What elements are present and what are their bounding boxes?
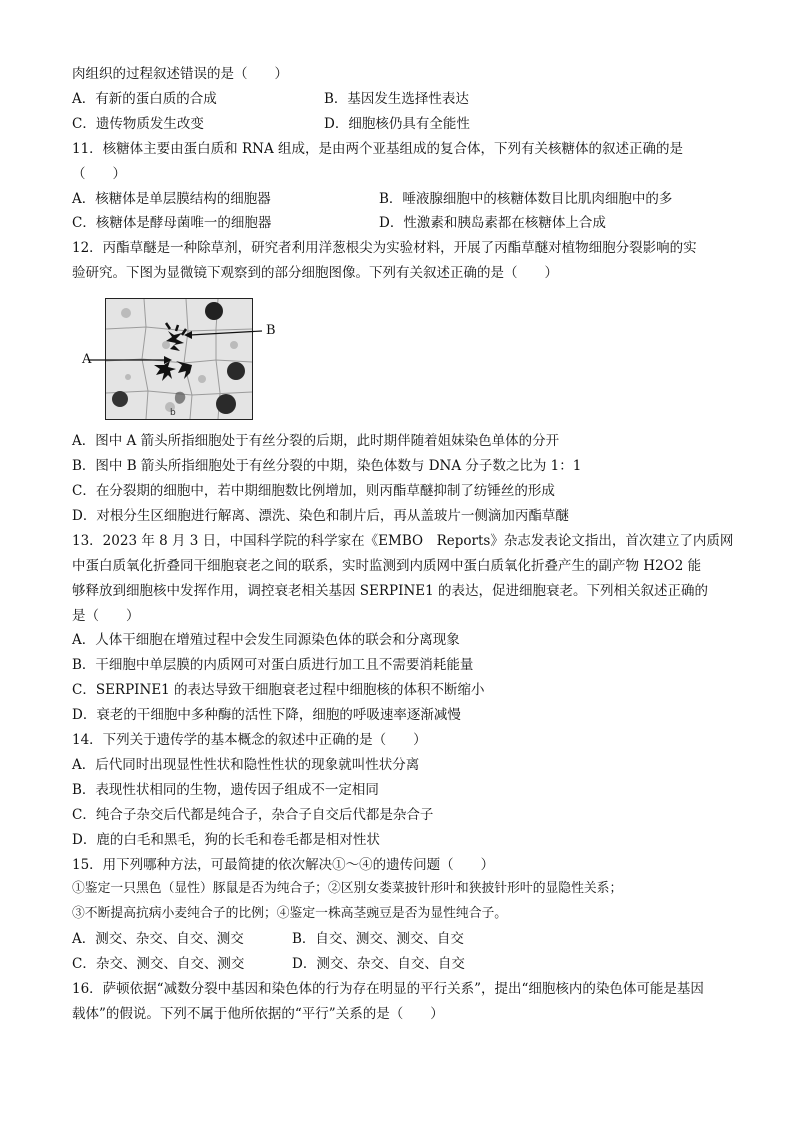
q14-stem: 14．下列关于遗传学的基本概念的叙述中正确的是（ ）	[72, 732, 427, 749]
q12-stem-line2: 验研究。下图为显微镜下观察到的部分细胞图像。下列有关叙述正确的是（ ）	[72, 265, 558, 282]
q13-option-d: D．衰老的干细胞中多种酶的活性下降，细胞的呼吸速率逐渐减慢	[72, 707, 461, 724]
q10-stem: 肉组织的过程叙述错误的是（ ）	[72, 66, 288, 82]
q12-option-b: B．图中 B 箭头所指细胞处于有丝分裂的中期，染色体数与 DNA 分子数之比为 1：1	[72, 458, 582, 475]
q14-option-a: A．后代同时出现显性性状和隐性性状的现象就叫性状分离	[72, 756, 420, 773]
q13-option-b: B．干细胞中单层膜的内质网可对蛋白质进行加工且不需要消耗能量	[72, 657, 474, 674]
q10-option-a: A．有新的蛋白质的合成	[72, 90, 217, 107]
svg-text:b: b	[170, 408, 176, 419]
q15-options-row1	[72, 927, 732, 952]
q15-stem: 15．用下列哪种方法，可最简捷的依次解决①～④的遗传问题（ ）	[72, 856, 495, 873]
q12-option-c: C．在分裂期的细胞中，若中期细胞数比例增加，则丙酯草醚抑制了纺锤丝的形成	[72, 482, 555, 499]
figure-label-b: B	[266, 323, 276, 339]
exam-page	[72, 62, 732, 1027]
q10-options-row1	[72, 87, 732, 112]
q11-option-a: A．核糖体是单层膜结构的细胞器	[72, 190, 271, 207]
q15-sub-items-line1: ①鉴定一只黑色（显性）豚鼠是否为纯合子；②区别女娄菜披针形叶和狭披针形叶的显隐性关系；	[72, 881, 623, 897]
q13-option-c: C．SERPINE1 的表达导致干细胞衰老过程中细胞核的体积不断缩小	[72, 682, 485, 699]
micrograph-figure	[72, 290, 732, 427]
q11-stem-line1: 11．核糖体主要由蛋白质和 RNA 组成，是由两个亚基组成的复合体，下列有关核糖体的叙述正确的是	[72, 140, 683, 157]
q12-option-a: A．图中 A 箭头所指细胞处于有丝分裂的后期，此时期伴随着姐妹染色单体的分开	[72, 433, 560, 450]
q12-stem-line1: 12．丙酯草醚是一种除草剂，研究者利用洋葱根尖为实验材料，开展了丙酯草醚对植物细胞分裂影响的实	[72, 240, 697, 257]
q13-stem-line4: 是（ ）	[72, 607, 140, 624]
q11-option-b: B．唾液腺细胞中的核糖体数目比肌肉细胞中的多	[379, 190, 673, 207]
q13-option-a: A．人体干细胞在增殖过程中会发生同源染色体的联会和分离现象	[72, 632, 460, 649]
q11-options-row2	[72, 211, 732, 236]
q11-option-d: D．性激素和胰岛素都在核糖体上合成	[379, 215, 606, 232]
q10-option-d: D．细胞核仍具有全能性	[324, 115, 470, 132]
q11-stem-line2: （ ）	[72, 165, 126, 182]
q15-option-d: D．测交、杂交、自交、自交	[292, 956, 465, 973]
q13-stem-line3: 够释放到细胞核中发挥作用，调控衰老相关基因 SERPINE1 的表达，促进细胞衰老。下列相关叙述正确的	[72, 582, 709, 599]
q13-stem-line1: 13．2023 年 8 月 3 日，中国科学院的科学家在《EMBO Reports》杂志发表论文指出，首次建立了内质网	[72, 532, 734, 549]
q15-option-a: A．测交、杂交、自交、测交	[72, 931, 244, 948]
q10-option-c: C．遗传物质发生改变	[72, 115, 204, 132]
q11-option-c: C．核糖体是酵母菌唯一的细胞器	[72, 215, 272, 232]
q16-stem-line2: 载体”的假说。下列不属于他所依据的“平行”关系的是（ ）	[72, 1006, 444, 1022]
q10-option-b: B．基因发生选择性表达	[324, 90, 469, 107]
q14-option-b: B．表现性状相同的生物，遗传因子组成不一定相同	[72, 781, 379, 798]
q10-options-row2	[72, 112, 732, 137]
q15-option-c: C．杂交、测交、自交、测交	[72, 956, 245, 973]
q15-sub-items-line2: ③不断提高抗病小麦纯合子的比例；④鉴定一株高茎豌豆是否为显性纯合子。	[72, 906, 508, 922]
q11-options-row1	[72, 187, 732, 212]
q16-stem-line1: 16．萨顿依据“减数分裂中基因和染色体的行为存在明显的平行关系”，提出“细胞核内的染色体可能是基因	[72, 981, 704, 998]
q14-option-c: C．纯合子杂交后代都是纯合子，杂合子自交后代都是杂合子	[72, 806, 434, 823]
figure-arrows	[72, 290, 302, 427]
q14-option-d: D．鹿的白毛和黑毛，狗的长毛和卷毛都是相对性状	[72, 831, 380, 848]
q13-stem-line2: 中蛋白质氧化折叠同干细胞衰老之间的联系，实时监测到内质网中蛋白质氧化折叠产生的副产物 H2O2 能	[72, 557, 702, 574]
q15-options-row2	[72, 952, 732, 977]
q15-option-b: B．自交、测交、测交、自交	[292, 931, 464, 948]
q12-option-d: D．对根分生区细胞进行解离、漂洗、染色和制片后，再从盖玻片一侧滴加丙酯草醚	[72, 507, 569, 524]
figure-label-a: A	[82, 352, 92, 368]
